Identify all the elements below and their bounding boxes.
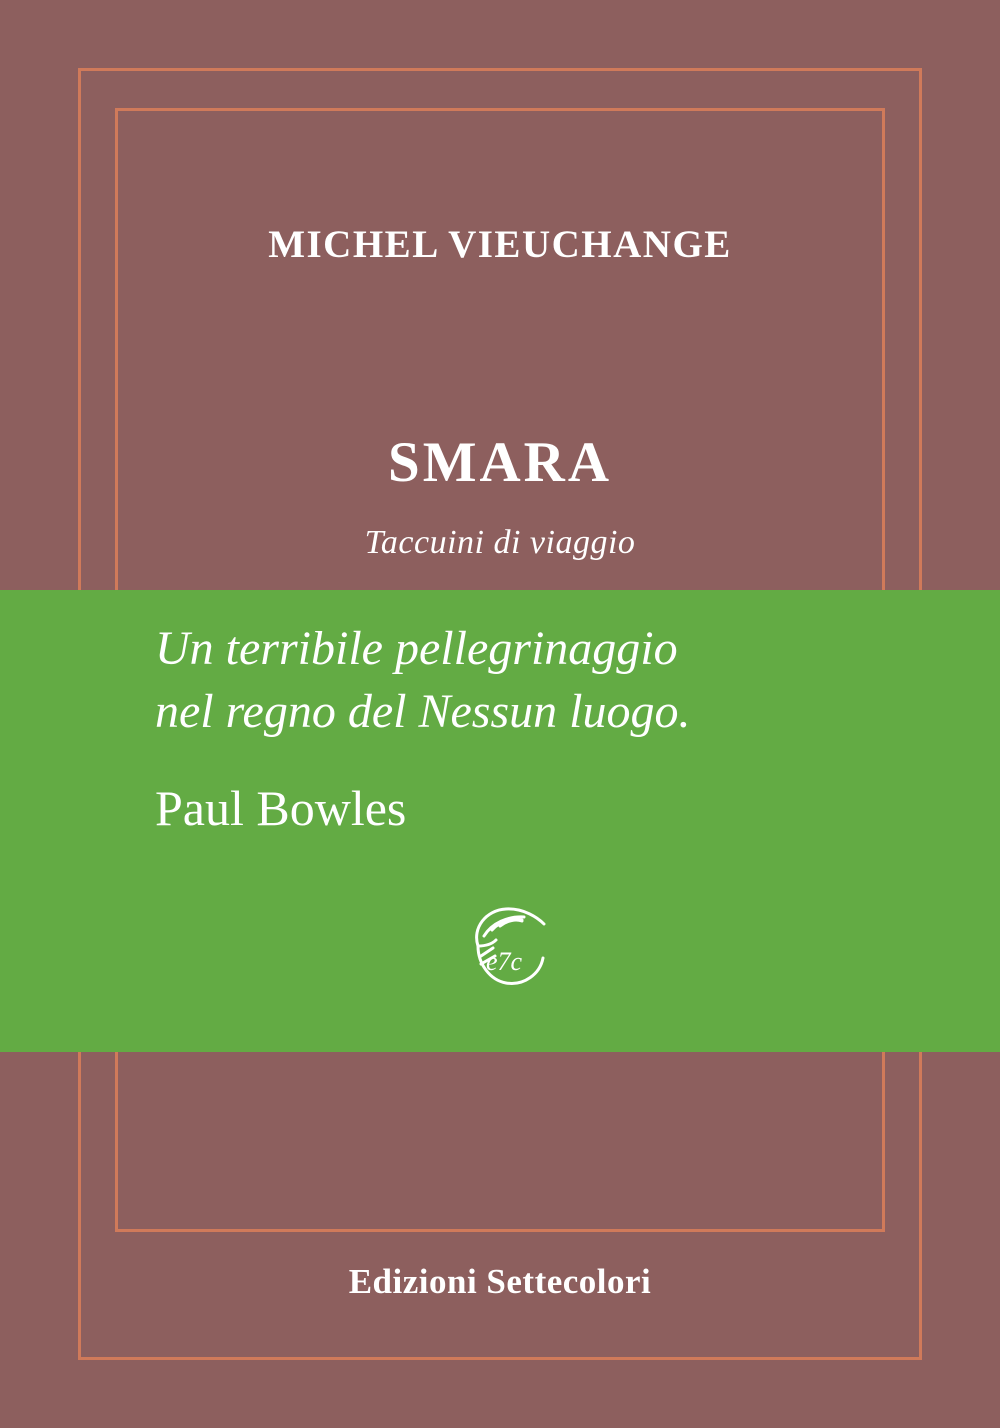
- author-name: MICHEL VIEUCHANGE: [268, 223, 732, 266]
- logo-text: e7c: [485, 947, 523, 976]
- blurb-line-2: nel regno del Nessun luogo.: [155, 685, 691, 739]
- book-subtitle: Taccuini di viaggio: [364, 524, 636, 561]
- settecolori-e7c-logo-icon: [448, 890, 560, 1002]
- blurb-attribution: Paul Bowles: [155, 780, 407, 836]
- publisher-name: Edizioni Settecolori: [348, 1262, 652, 1301]
- blurb-line-1: Un terribile pellegrinaggio: [155, 622, 678, 675]
- blurb-quote: [155, 617, 895, 744]
- book-title: SMARA: [388, 431, 612, 494]
